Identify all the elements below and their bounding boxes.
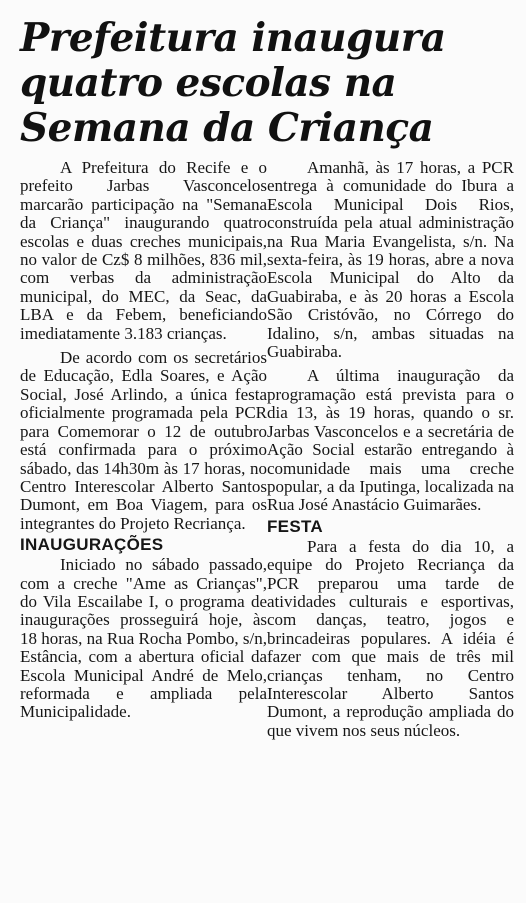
- paragraph-ultima-inauguracao: A última inauguração da programação está prevista para o dia 13, às 19 horas, quando o sr. Jarbas Vasconcelos e a secretária de Ação Social estarão entregando à comunidade mais uma creche popular, a da Iputinga, localizada na Rua José Anastácio Guimarães.: [267, 366, 514, 515]
- subhead-festa: FESTA: [267, 516, 323, 536]
- article-columns: [20, 159, 514, 740]
- paragraph-festa: Para a festa do dia 10, a equipe do Projeto Recriança da PCR preparou uma tarde de atividades culturais e esportivas, com danças, teatro, jogos e brincadeiras populares. A idéia é fazer com que mais de três mil crianças tenham, no Centro Interescolar Alberto Santos Dumont, a reprodução ampliada do que vivem nos seus núcleos.: [267, 536, 514, 740]
- paragraph-festa-oficial: De acordo com os secretários de Educação, Edla Soares, e Ação Social, José Arlindo, a única festa oficialmente programada pela PCR para Comemorar o 12 de outubro está confirmada para o próximo sábado, das 14h30m às 17 horas, no Centro Interescolar Alberto Santos Dumont, em Boa Viagem, para os integrantes do Projeto Recriança.: [20, 348, 267, 533]
- paragraph-intro: A Prefeitura do Recife e o prefeito Jarbas Vasconcelos marcarão participação na "Semana da Criança" inaugurando quatro escolas e duas creches municipais, no valor de Cz$ 8 milhões, 836 mil, com verbas da administração municipal, do MEC, da Seac, da LBA e da Febem, beneficiando imediatamente 3.183 crianças.: [20, 158, 267, 343]
- headline: Prefeitura inaugura quatro escolas na Semana da Criança: [20, 15, 446, 151]
- left-column: [20, 159, 267, 740]
- subhead-inauguracoes: INAUGURAÇÕES: [20, 535, 164, 555]
- paragraph-amanha: Amanhã, às 17 horas, a PCR entrega à comunidade do Ibura a Escola Municipal Dois Rios, construída pela atual administração na Rua Maria Evangelista, s/n. Na sexta-feira, às 19 horas, abre a nova Escola Municipal do Alto da Guabiraba, e às 20 horas a Escola São Cristóvão, no Córrego do Idalino, s/n, ambas situadas na Guabiraba.: [267, 158, 514, 362]
- right-column: [267, 159, 514, 740]
- paragraph-inauguracoes: Iniciado no sábado passado, com a creche "Ame as Crianças", do Vila Escailabe I, o programa de inaugurações prosseguirá hoje, às 18 horas, na Rua Rocha Pombo, s/n, Estância, com a abertura oficial da Escola Municipal André de Melo, reformada e ampliada pela Municipalidade.: [20, 555, 267, 722]
